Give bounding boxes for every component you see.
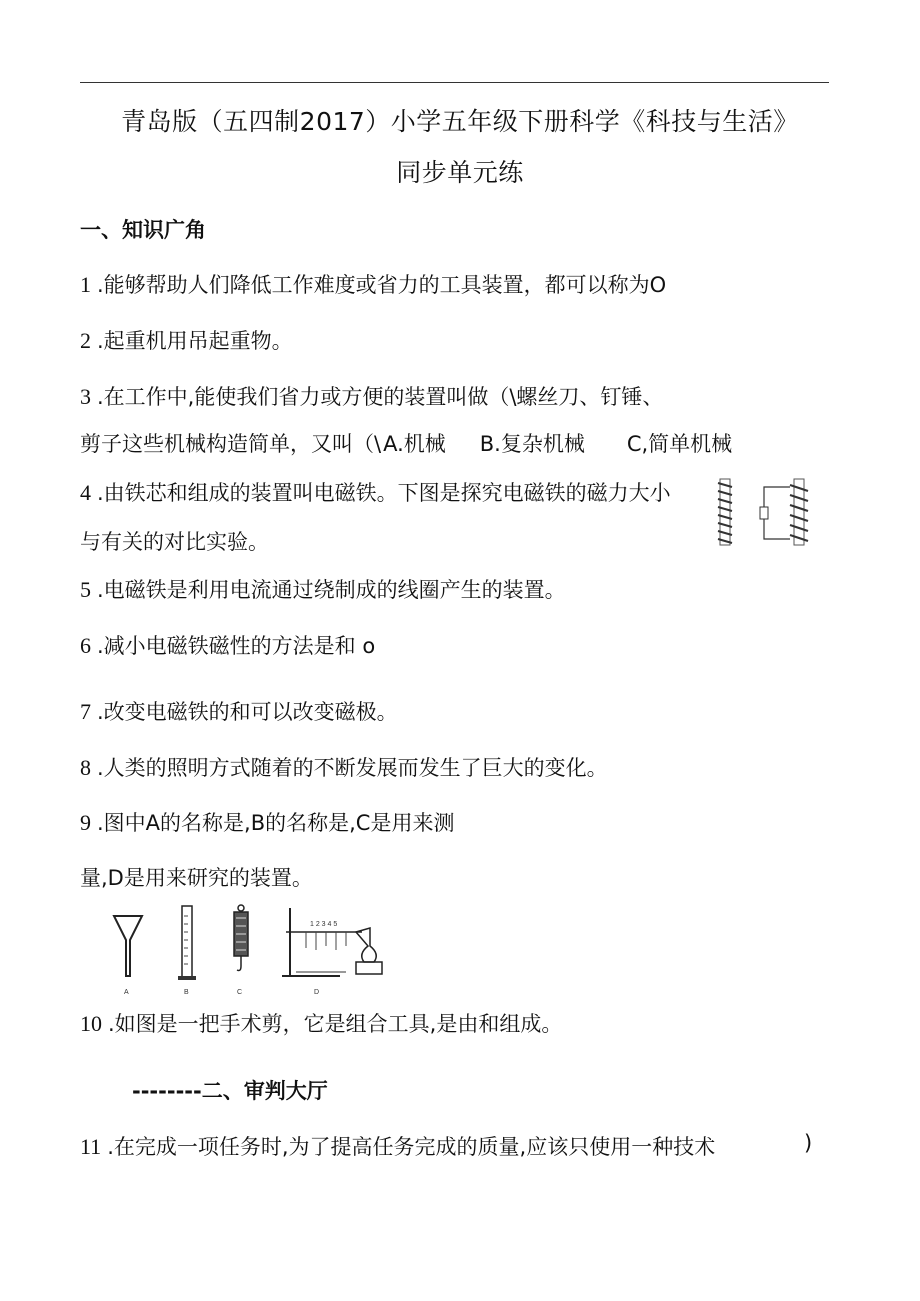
coil-left bbox=[718, 479, 732, 545]
top-rule bbox=[80, 82, 829, 83]
funnel bbox=[114, 916, 142, 996]
question-text: 剪子这些机械构造简单，又叫（\ bbox=[80, 432, 382, 456]
question-3-line2 bbox=[80, 428, 732, 458]
section-dashes: -------- bbox=[132, 1079, 202, 1103]
measuring-cylinder bbox=[178, 906, 196, 996]
question-text: 与有关的对比实验。 bbox=[80, 530, 269, 554]
question-number: 7 bbox=[80, 699, 91, 724]
label-c: C bbox=[237, 989, 243, 996]
question-1 bbox=[80, 269, 666, 299]
question-text: .在工作中,能使我们省力或方便的装置叫做（\螺丝刀、钉锤、 bbox=[97, 385, 664, 409]
question-6 bbox=[80, 630, 375, 660]
label-d: D bbox=[314, 989, 320, 996]
question-number: 8 bbox=[80, 755, 91, 780]
question-number: 4 bbox=[80, 480, 91, 505]
section-heading-1: 一、知识广角 bbox=[80, 218, 206, 242]
question-text: .如图是一把手术剪，它是组合工具,是由和组成。 bbox=[108, 1012, 563, 1036]
question-8 bbox=[80, 752, 608, 782]
question-text: .在完成一项任务时,为了提高任务完成的质量,应该只使用一种技术 bbox=[107, 1135, 716, 1159]
question-7 bbox=[80, 696, 398, 726]
option-a: A.机械 bbox=[383, 432, 446, 456]
coil-right bbox=[790, 479, 808, 545]
spring-scale bbox=[234, 905, 248, 996]
ruler-ticks: 1 2 3 4 5 bbox=[310, 921, 338, 928]
question-11 bbox=[80, 1131, 715, 1161]
question-text: .起重机用吊起重物。 bbox=[97, 329, 293, 353]
question-text: .图中A的名称是,B的名称是,C是用来测 bbox=[97, 811, 455, 835]
question-text: .电磁铁是利用电流通过绕制成的线圈产生的装置。 bbox=[97, 578, 566, 602]
question-4-line2 bbox=[80, 526, 269, 556]
question-text: .人类的照明方式随着的不断发展而发生了巨大的变化。 bbox=[97, 756, 608, 780]
question-number: 10 bbox=[80, 1011, 102, 1036]
question-text: 量,D是用来研究的装置。 bbox=[80, 866, 313, 890]
apparatus-figure bbox=[100, 900, 400, 1000]
question-5 bbox=[80, 574, 566, 604]
option-c: C,简单机械 bbox=[626, 432, 733, 456]
question-number: 6 bbox=[80, 633, 91, 658]
question-number: 1 bbox=[80, 272, 91, 297]
question-text: .由铁芯和组成的装置叫电磁铁。下图是探究电磁铁的磁力大小 bbox=[97, 481, 671, 505]
question-number: 5 bbox=[80, 577, 91, 602]
option-b: B.复杂机械 bbox=[479, 432, 585, 456]
question-text: .减小电磁铁磁性的方法是和 o bbox=[97, 634, 376, 658]
electromagnet-figure bbox=[712, 473, 812, 549]
question-text: .能够帮助人们降低工作难度或省力的工具装置，都可以称为O bbox=[97, 273, 667, 297]
page-title: 青岛版（五四制2017）小学五年级下册科学《科技与生活》 bbox=[121, 107, 799, 136]
label-b: B bbox=[184, 989, 189, 996]
section-title: 二、审判大厅 bbox=[201, 1079, 328, 1103]
question-number: 2 bbox=[80, 328, 91, 353]
question-11-paren: ) bbox=[804, 1131, 813, 1155]
question-10 bbox=[80, 1008, 562, 1038]
question-4 bbox=[80, 477, 671, 507]
section-heading-2 bbox=[132, 1075, 328, 1105]
question-number: 11 bbox=[80, 1134, 102, 1159]
question-number: 9 bbox=[80, 810, 91, 835]
label-a: A bbox=[124, 989, 129, 996]
question-number: 3 bbox=[80, 384, 91, 409]
question-9 bbox=[80, 807, 454, 837]
question-9-line2 bbox=[80, 862, 313, 892]
distillation-setup bbox=[282, 908, 382, 996]
question-2 bbox=[80, 325, 293, 355]
question-3 bbox=[80, 381, 663, 411]
page-subtitle: 同步单元练 bbox=[396, 158, 524, 187]
circuit bbox=[760, 487, 790, 539]
question-text: .改变电磁铁的和可以改变磁极。 bbox=[97, 700, 398, 724]
